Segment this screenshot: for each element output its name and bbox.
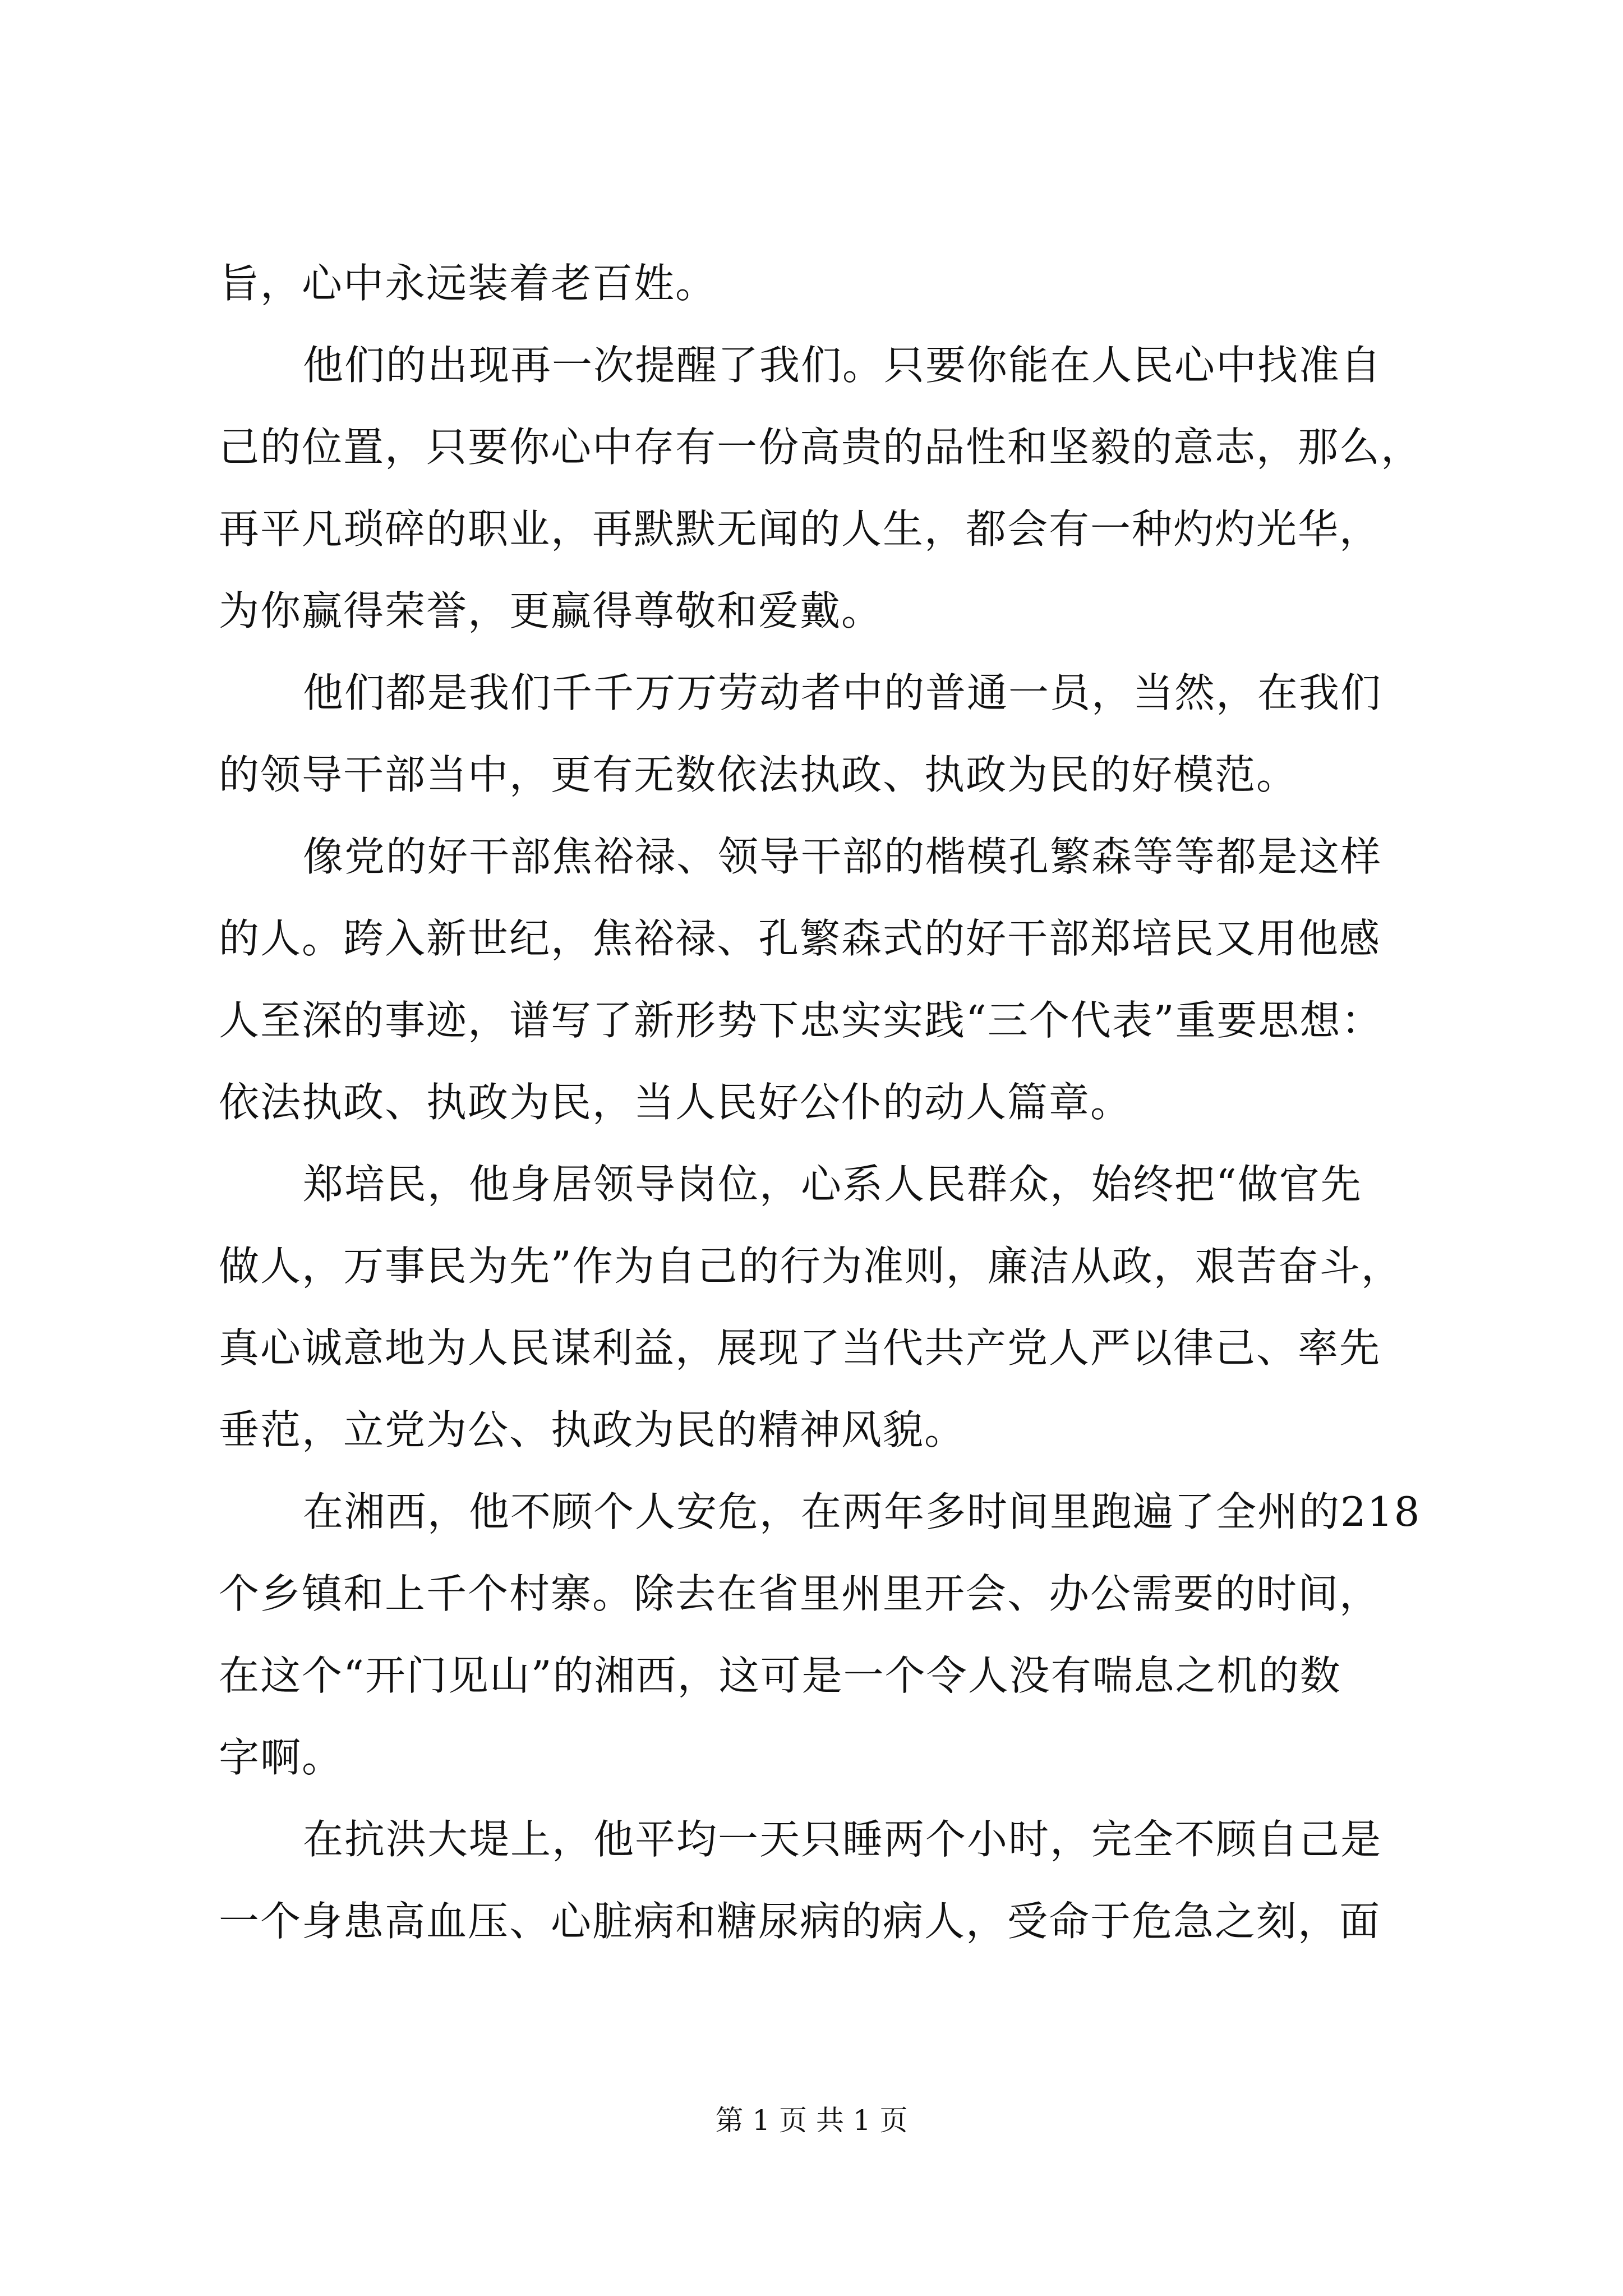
text-line: 他们的出现再一次提醒了我们。只要你能在人民心中找准自 — [303, 342, 1382, 389]
text-line: 人至深的事迹，谱写了新形势下忠实实践“三个代表”重要思想： — [219, 997, 1383, 1044]
text-line: 旨，心中永远装着老百姓。 — [219, 260, 717, 307]
text-line: 的领导干部当中，更有无数依法执政、执政为民的好模范。 — [219, 751, 1298, 798]
page-number-footer: 第 1 页 共 1 页 — [715, 2104, 908, 2137]
text-line: 垂范，立党为公、执政为民的精神风貌。 — [219, 1406, 966, 1453]
body-text — [219, 242, 1423, 1962]
text-line: 一个身患高血压、心脏病和糖尿病的病人，受命于危急之刻，面 — [219, 1898, 1381, 1945]
text-line: 依法执政、执政为民，当人民好公仆的动人篇章。 — [219, 1079, 1132, 1126]
text-line: 再平凡琐碎的职业，再默默无闻的人生，都会有一种灼灼光华， — [219, 505, 1381, 553]
text-line: 做人，万事民为先”作为自己的行为准则，廉洁从政，艰苦奋斗， — [219, 1243, 1403, 1290]
text-line: 为你赢得荣誉，更赢得尊敬和爱戴。 — [219, 587, 883, 634]
text-line: 个乡镇和上千个村寨。除去在省里州里开会、办公需要的时间， — [219, 1570, 1381, 1617]
text-line: 在抗洪大堤上，他平均一天只睡两个小时，完全不顾自己是 — [303, 1816, 1382, 1863]
text-line: 在这个“开门见山”的湘西，这可是一个令人没有喘息之机的数 — [219, 1652, 1341, 1699]
text-line: 像党的好干部焦裕禄、领导干部的楷模孔繁森等等都是这样 — [303, 833, 1382, 880]
text-line: 的人。跨入新世纪，焦裕禄、孔繁森式的好干部郑培民又用他感 — [219, 915, 1381, 962]
text-line: 郑培民，他身居领导岗位，心系人民群众，始终把“做官先 — [303, 1161, 1362, 1208]
text-line: 在湘西，他不顾个人安危，在两年多时间里跑遍了全州的218 — [303, 1488, 1421, 1535]
text-line: 字啊。 — [219, 1734, 344, 1781]
text-line: 他们都是我们千千万万劳动者中的普通一员，当然，在我们 — [303, 669, 1382, 716]
text-line: 己的位置，只要你心中存有一份高贵的品性和坚毅的意志，那么， — [219, 424, 1423, 471]
text-line: 真心诚意地为人民谋利益，展现了当代共产党人严以律己、率先 — [219, 1324, 1381, 1372]
